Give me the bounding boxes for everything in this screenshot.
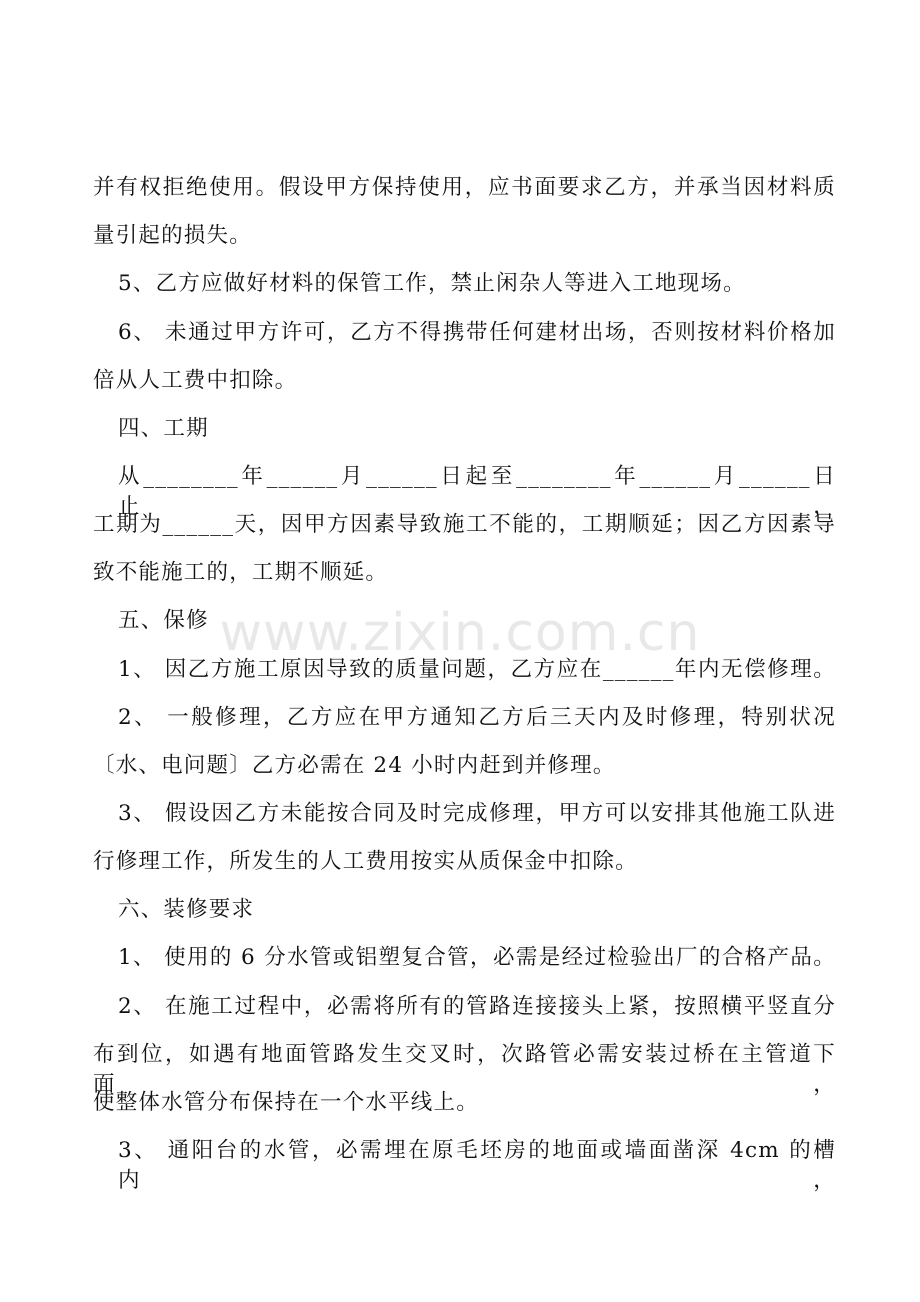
section-heading: 五、保修 [118,608,209,633]
paragraph-line: 2、 在施工过程中，必需将所有的管路连接接头上紧，按照横平竖直分 [118,994,836,1019]
paragraph-line: 量引起的损失。 [93,223,252,248]
paragraph-line: 1、 使用的 6 分水管或铝塑复合管，必需是经过检验出厂的合格产品。 [118,945,836,970]
paragraph-line: 使整体水管分布保持在一个水平线上。 [93,1090,479,1115]
paragraph-line: 致不能施工的，工期不顺延。 [93,560,389,585]
paragraph-line: 并有权拒绝使用。假设甲方保持使用，应书面要求乙方，并承当因材料质 [93,175,836,200]
paragraph-line: 6、 未通过甲方许可，乙方不得携带任何建材出场，否则按材料价格加 [118,320,836,345]
paragraph-line: 行修理工作，所发生的人工费用按实从质保金中扣除。 [93,849,638,874]
section-heading: 六、装修要求 [118,897,255,922]
paragraph-line: 〔水、电问题〕乙方必需在 24 小时内赶到并修理。 [93,753,616,778]
paragraph-line: 工期为______天，因甲方因素导致施工不能的，工期顺延；因乙方因素导 [93,512,836,537]
paragraph-line: 从________年______月______日起至________年______月______日止， [118,464,836,519]
paragraph-line: 倍从人工费中扣除。 [93,368,298,393]
section-heading: 四、工期 [118,416,209,441]
paragraph-line: 3、 假设因乙方未能按合同及时完成修理，甲方可以安排其他施工队进 [118,801,836,826]
watermark: www.zixin.com.cn [219,603,701,663]
paragraph-line: 3、 通阳台的水管，必需埋在原毛坯房的地面或墙面凿深 4cm 的槽内， [118,1138,836,1193]
paragraph-line: 1、 因乙方施工原因导致的质量问题，乙方应在______年内无偿修理。 [118,657,836,682]
paragraph-line: 布到位，如遇有地面管路发生交叉时，次路管必需安装过桥在主管道下面， [93,1042,836,1097]
paragraph-line: 5、乙方应做好材料的保管工作，禁止闲杂人等进入工地现场。 [118,271,746,296]
paragraph-line: 2、 一般修理，乙方应在甲方通知乙方后三天内及时修理，特别状况 [118,705,836,730]
